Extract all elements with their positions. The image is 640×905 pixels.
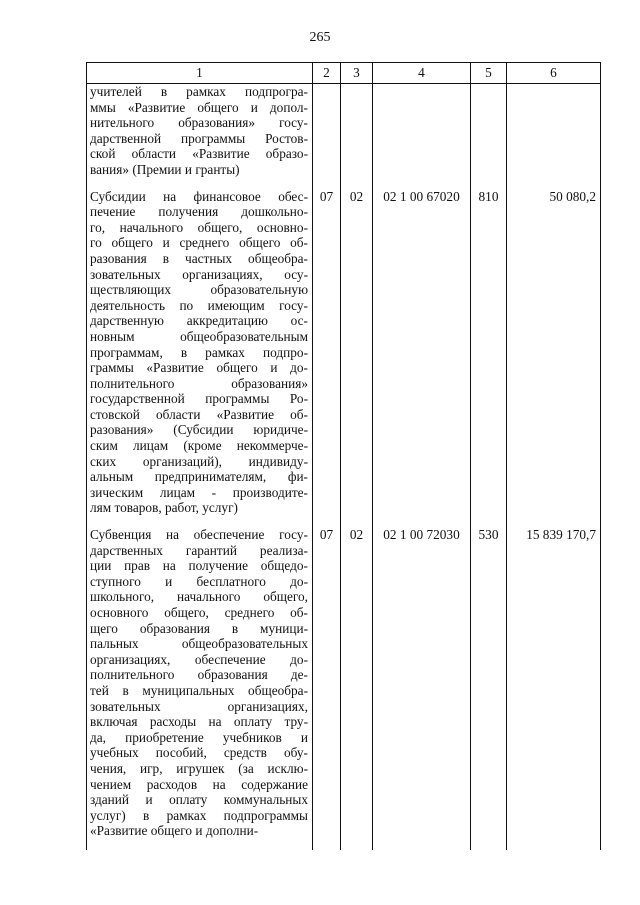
description-line: ским лицам (кроме некоммерче-	[90, 438, 308, 454]
description-line: Субвенция на обеспечение госу-	[90, 527, 308, 543]
description-line: пальных общеобразовательных	[90, 636, 308, 652]
target-article-code: 02 1 00 72030	[373, 527, 471, 850]
description-line: разования» (Субсидии юридиче-	[90, 422, 308, 438]
description-line: полнительного образования»	[90, 375, 308, 391]
description-line: зовательных организациях, осу-	[90, 266, 308, 282]
description-line: школьного, начального общего,	[90, 589, 308, 605]
table-row	[87, 84, 601, 189]
description-line: услуг) в рамках подпрограммы	[90, 807, 308, 823]
description-line: щего образования в муници-	[90, 620, 308, 636]
budget-table	[86, 62, 601, 850]
description-line: дарственных гарантий реализа-	[90, 542, 308, 558]
subsection-code: 02	[341, 189, 373, 527]
description-line: «Развитие общего и дополни-	[90, 823, 259, 839]
description-line: да, приобретение учебников и	[90, 729, 308, 745]
description-line: дарственной программы Ростов-	[90, 130, 308, 146]
amount: 15 839 170,7	[507, 527, 601, 850]
table-row	[87, 527, 601, 850]
description-line: Субсидии на финансовое обес-	[90, 188, 308, 204]
description-line: зданий и оплату коммунальных	[90, 792, 308, 808]
column-header-3: 3	[341, 63, 373, 84]
description-line: лям товаров, работ, услуг)	[90, 500, 238, 516]
table-header-row	[87, 63, 601, 84]
column-header-4: 4	[373, 63, 471, 84]
description-line: зическим лицам - производите-	[90, 484, 308, 500]
expense-type-code	[471, 84, 507, 189]
description-line: нительного образования» госу-	[90, 115, 308, 131]
page-number: 265	[309, 30, 331, 45]
description-line: вания» (Премии и гранты)	[90, 161, 240, 177]
description-line: чения, игр, игрушек (за исклю-	[90, 760, 308, 776]
column-header-1: 1	[87, 63, 313, 84]
description-line: разования в частных общеобра-	[90, 250, 308, 266]
row-description	[87, 189, 313, 527]
description-line: ммы «Развитие общего и допол-	[90, 99, 308, 115]
column-header-6: 6	[507, 63, 601, 84]
description-line: зовательных организациях,	[90, 698, 308, 714]
description-line: новным общеобразовательным	[90, 328, 308, 344]
description-line: основного общего, среднего об-	[90, 605, 308, 620]
target-article-code: 02 1 00 67020	[373, 189, 471, 527]
description-line: ступного и бесплатного до-	[90, 573, 308, 589]
description-line: го общего и среднего общего об-	[90, 235, 308, 251]
section-code	[313, 84, 341, 189]
subsection-code: 02	[341, 527, 373, 850]
description-line: дарственную аккредитацию ос-	[90, 313, 308, 329]
target-article-code	[373, 84, 471, 189]
description-line: ции прав на получение общедо-	[90, 558, 308, 574]
description-line: организациях, обеспечение до-	[90, 651, 308, 667]
description-line: стовской области «Развитие об-	[90, 406, 308, 422]
row-description	[87, 527, 313, 850]
description-line: ских организаций), индивиду-	[90, 453, 308, 469]
expense-type-code: 810	[471, 189, 507, 527]
description-line: го, начального общего, основно-	[90, 219, 308, 235]
amount	[507, 84, 601, 189]
description-line: ществляющих образовательную	[90, 282, 308, 298]
column-header-2: 2	[313, 63, 341, 84]
description-line: учителей в рамках подпрогра-	[90, 84, 308, 99]
description-line: альным предпринимателям, фи-	[90, 469, 308, 485]
amount: 50 080,2	[507, 189, 601, 527]
row-description	[87, 84, 313, 189]
table-row	[87, 189, 601, 527]
description-line: печение получения дошкольно-	[90, 204, 308, 220]
subsection-code	[341, 84, 373, 189]
description-line: государственной программы Ро-	[90, 391, 308, 407]
description-line: учебных пособий, средств обу-	[90, 745, 308, 761]
description-line: чением расходов на содержание	[90, 776, 308, 792]
description-line: деятельность по имеющим госу-	[90, 297, 308, 313]
section-code: 07	[313, 189, 341, 527]
description-line: программам, в рамках подпро-	[90, 344, 308, 360]
description-line: включая расходы на оплату тру-	[90, 714, 308, 730]
description-line: полнительного образования де-	[90, 667, 308, 683]
expense-type-code: 530	[471, 527, 507, 850]
description-line: ской области «Развитие образо-	[90, 146, 308, 162]
column-header-5: 5	[471, 63, 507, 84]
description-line: граммы «Развитие общего и до-	[90, 360, 308, 376]
section-code: 07	[313, 527, 341, 850]
description-line: тей в муниципальных общеобра-	[90, 682, 308, 698]
